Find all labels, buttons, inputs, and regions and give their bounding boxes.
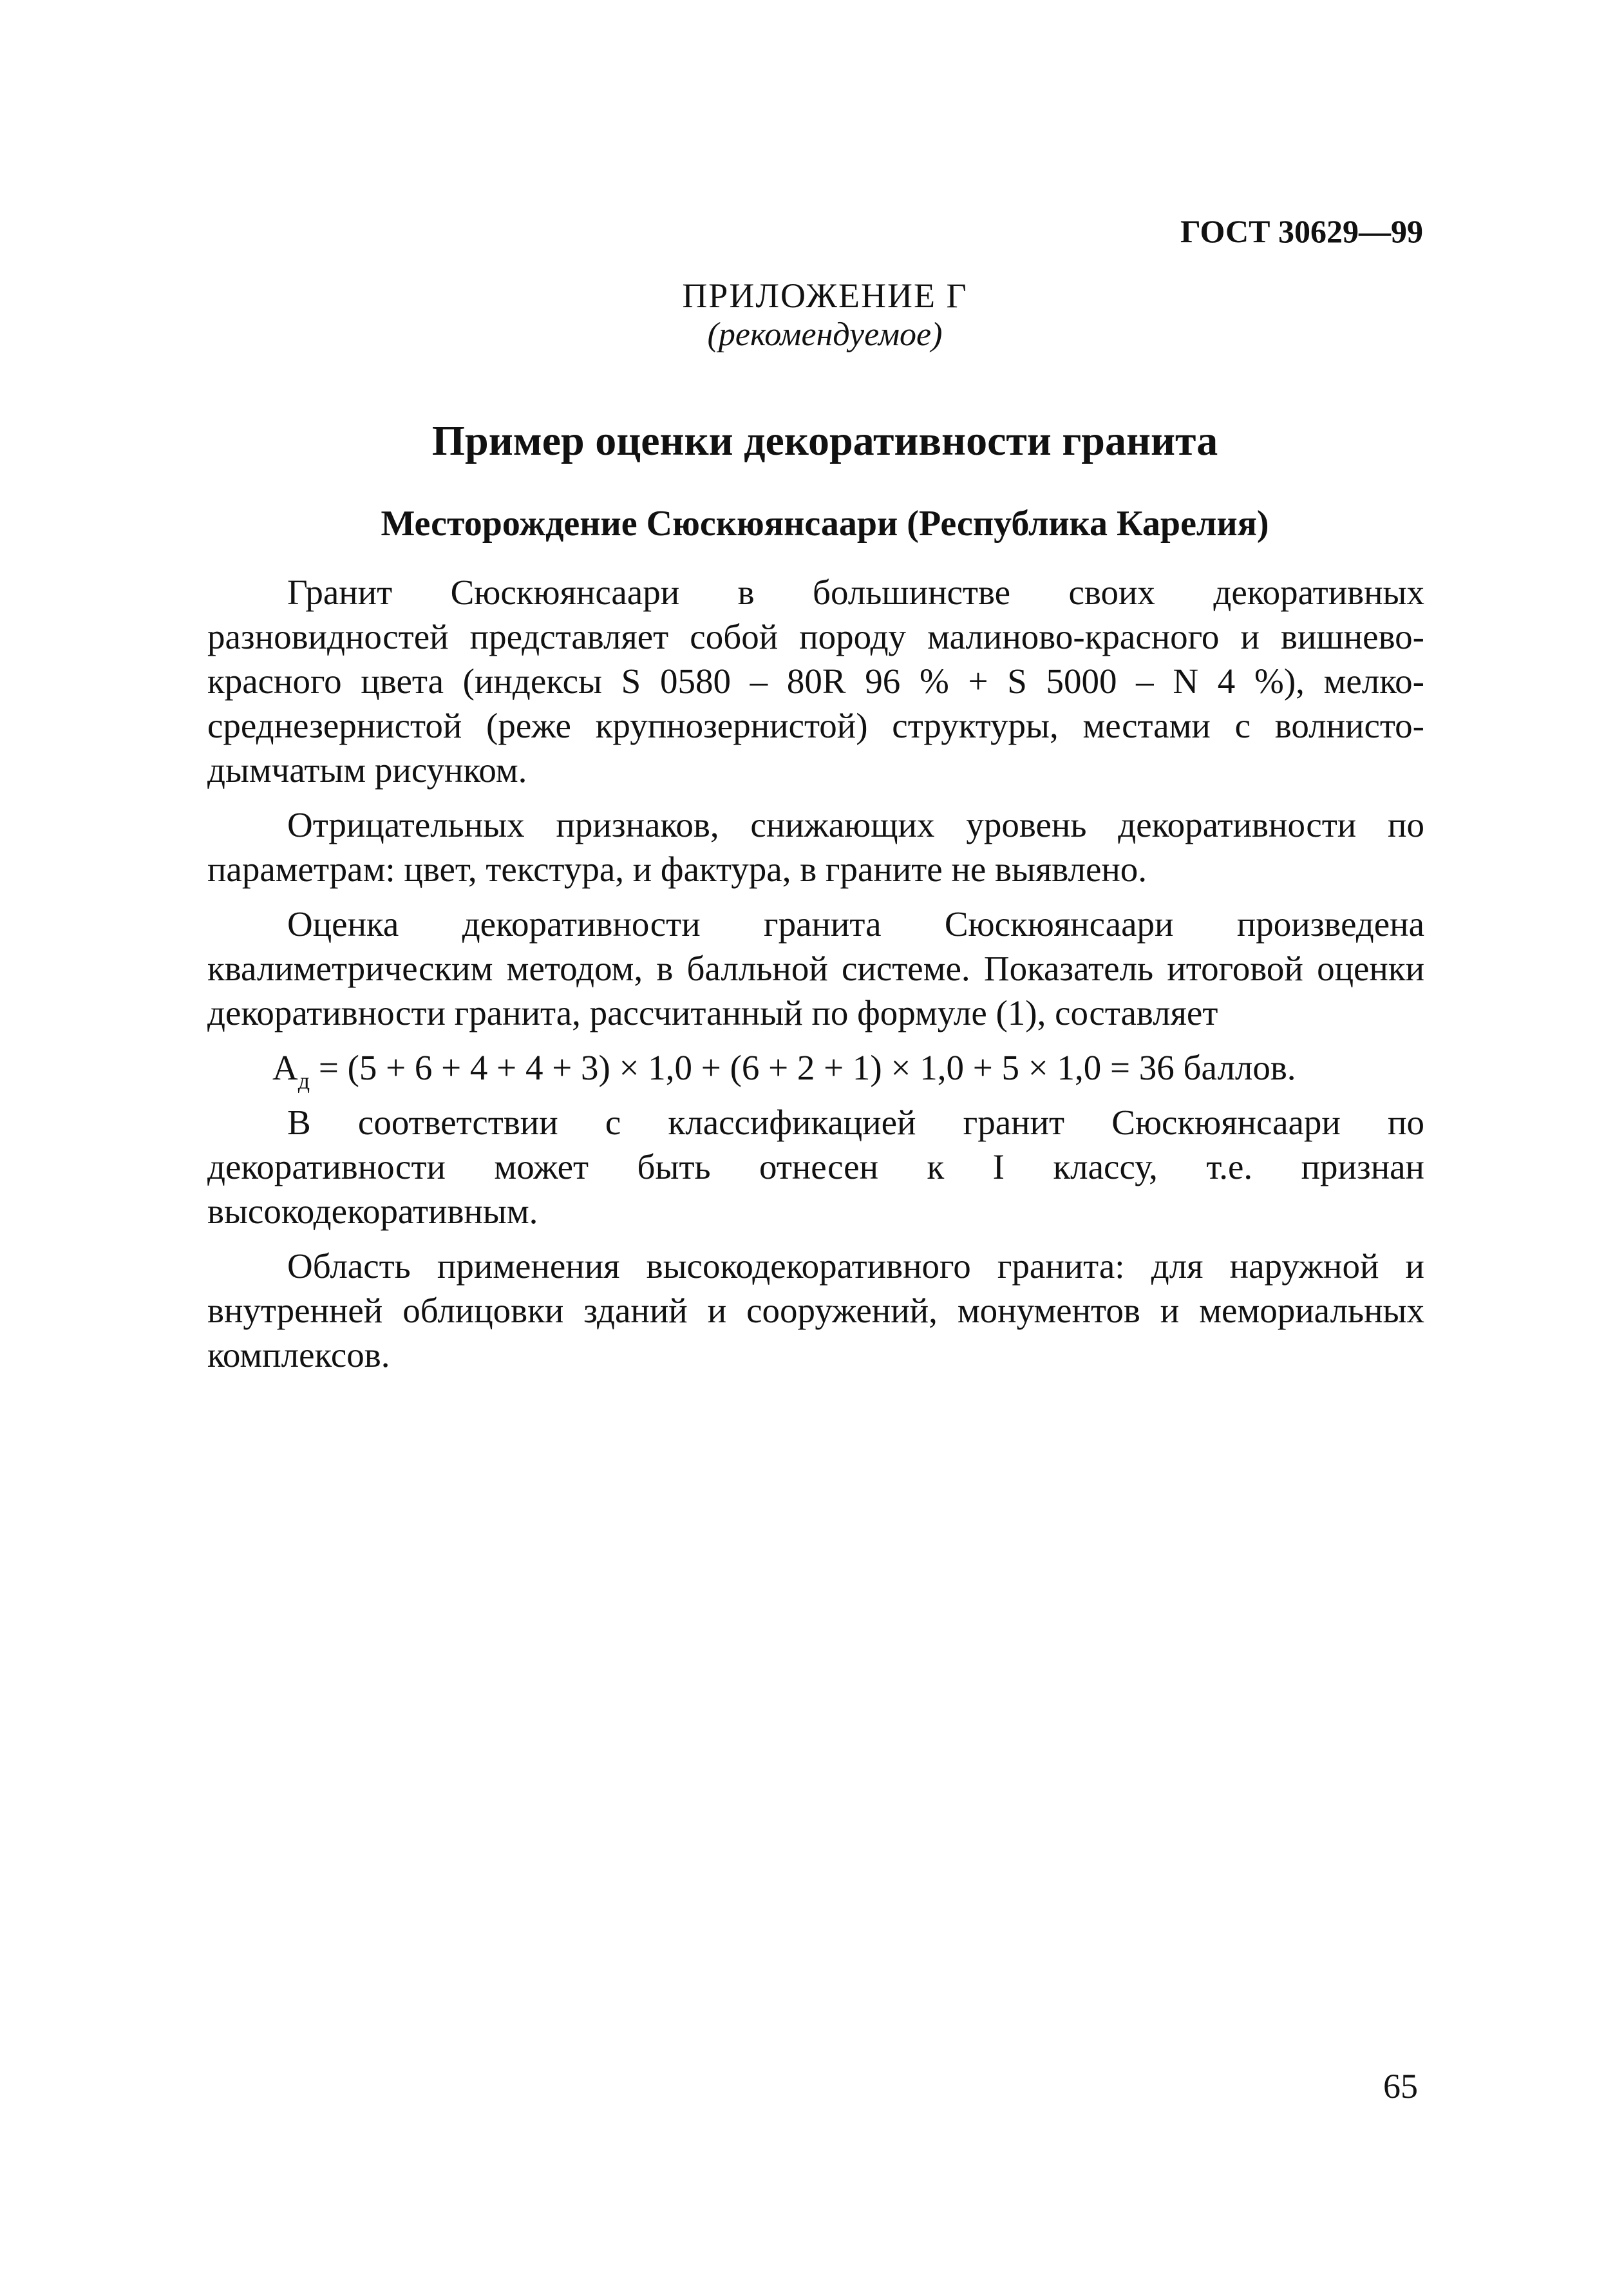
paragraph-assessment: Оценка декоративности гранита Сюскюянсаари произведена квалиметрическим методом, в балльной системе. Показатель итоговой оценки декоративности гранита, рассчитанный по формуле (1), составляет bbox=[207, 904, 1424, 1032]
page-number: 65 bbox=[1383, 2067, 1418, 2106]
formula-subscript: д bbox=[297, 1068, 310, 1094]
appendix-title: ПРИЛОЖЕНИЕ Г bbox=[682, 276, 968, 315]
formula-symbol: А bbox=[272, 1048, 298, 1087]
paragraph-classification: В соответствии с классификацией гранит Сюскюянсаари по декоративности может быть отнесен к I классу, т.е. признан высокодекоративным. bbox=[207, 1103, 1424, 1231]
formula bbox=[207, 1045, 1424, 1094]
appendix-status: (рекомендуемое) bbox=[707, 316, 943, 354]
page-subtitle: Месторождение Сюскюянсаари (Республика Карелия) bbox=[381, 504, 1269, 544]
formula-expression: = (5 + 6 + 4 + 4 + 3) × 1,0 + (6 + 2 + 1) × 1,0 + 5 × 1,0 = 36 баллов. bbox=[310, 1048, 1296, 1087]
paragraph-application: Область применения высокодекоративного гранита: для наружной и внутренней облицовки зданий и сооружений, монументов и мемориальных комплексов. bbox=[207, 1246, 1424, 1374]
appendix-heading bbox=[13, 277, 1624, 356]
paragraph-negative-signs: Отрицательных признаков, снижающих уровень декоративности по параметрам: цвет, текстура, и фактура, в граните не выявлено. bbox=[207, 805, 1424, 889]
body-text bbox=[207, 570, 1424, 1387]
page-title: Пример оценки декоративности гранита bbox=[431, 417, 1218, 464]
document-code: ГОСТ 30629—99 bbox=[1180, 213, 1423, 249]
paragraph-description: Гранит Сюскюянсаари в большинстве своих декоративных разновидностей представляет собой породу малиново-красного и вишнево-красного цвета (индексы S 0580 – 80R 96 % + S 5000 – N 4 %), мелко-среднезернистой (реже крупнозернистой) структуры, местами с волнисто-дымчатым рисунком. bbox=[207, 573, 1424, 790]
